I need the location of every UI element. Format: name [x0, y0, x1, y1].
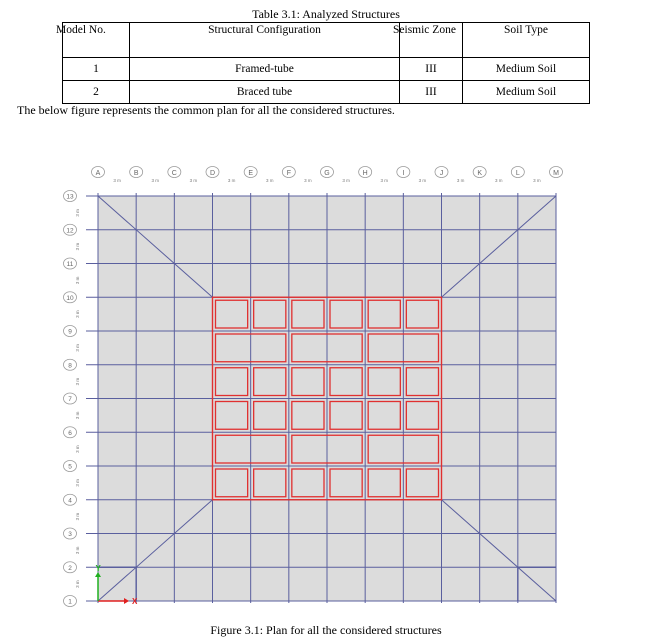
grid-bubble-label: 8	[68, 362, 72, 370]
grid-bubble-label: 9	[68, 328, 72, 336]
bay-spacing-label: 3 m	[494, 178, 503, 183]
bay-spacing-label: 3 m	[456, 178, 465, 183]
cell-seismic-zone: III	[400, 81, 463, 104]
grid-bubble-label: 1	[68, 598, 72, 606]
bay-spacing-label: 3 m	[342, 178, 350, 183]
bay-spacing-label: 3 m	[75, 546, 80, 555]
cell-seismic-zone: III	[400, 58, 463, 81]
grid-bubble-label: I	[402, 170, 405, 177]
bay-spacing-label: 3 m	[151, 178, 160, 183]
bay-spacing-label: 3 m	[75, 411, 80, 420]
grid-bubble-label: 10	[66, 294, 74, 302]
bay-spacing-label: 3 m	[418, 178, 427, 183]
column-grid-bubbles	[92, 167, 563, 178]
grid-bubble-label: 6	[68, 429, 72, 437]
grid-bubble-label: D	[209, 170, 216, 177]
bay-spacing-label: 3 m	[75, 580, 80, 588]
table-caption: Table 3.1: Analyzed Structures	[252, 7, 400, 21]
cell-structural-configuration: Braced tube	[130, 81, 400, 104]
grid-bubble-label: C	[171, 170, 177, 177]
bay-spacing-label: 3 m	[75, 242, 80, 251]
cell-structural-configuration: Framed-tube	[130, 58, 400, 81]
grid-bubble-label: 3	[68, 531, 72, 538]
grid-bubble-label: 13	[66, 193, 74, 201]
cell-model-no: 2	[63, 81, 130, 104]
grid-bubble-label: M	[553, 170, 559, 177]
figure-caption: Figure 3.1: Plan for all the considered structures	[210, 623, 442, 637]
table-header-row	[63, 23, 590, 58]
bay-spacing-label: 3 m	[75, 310, 80, 318]
bay-spacing-label: 3 m	[75, 479, 80, 487]
bay-spacing-label: 3 m	[113, 178, 121, 183]
grid-bubble-label: F	[286, 170, 291, 177]
analyzed-structures-table	[56, 22, 590, 104]
cell-model-no: 1	[63, 58, 130, 81]
grid-bubble-label: 5	[68, 463, 72, 471]
bay-spacing-label: 3 m	[533, 178, 541, 183]
grid-bubble-label: G	[324, 170, 330, 177]
cell-soil-type: Medium Soil	[463, 81, 590, 104]
grid-bubble-label: E	[248, 170, 254, 177]
grid-bubble-label: J	[439, 170, 444, 177]
grid-bubble-label: 4	[68, 497, 72, 505]
header-soil-type: Soil Type	[463, 23, 590, 58]
y-axis-label: Y	[95, 564, 101, 573]
bay-spacing-label: 3 m	[75, 445, 80, 453]
grid-bubble-label: 11	[66, 261, 74, 268]
bay-spacing-label: 3 m	[189, 178, 198, 183]
table-row	[63, 58, 590, 81]
grid-bubble-label: 2	[68, 564, 72, 572]
header-structural-configuration: Structural Configuration	[130, 23, 400, 58]
grid-bubble-label: 7	[68, 396, 72, 403]
intro-paragraph: The below figure represents the common plan for all the considered structures.	[17, 103, 395, 117]
header-model-no: Model No.	[63, 23, 130, 58]
bay-spacing-label: 3 m	[75, 209, 80, 217]
bay-spacing-label: 3 m	[265, 178, 274, 183]
bay-spacing-label: 3 m	[75, 276, 80, 285]
bay-spacing-label: 3 m	[75, 512, 80, 521]
bay-spacing-label: 3 m	[380, 178, 389, 183]
row-grid-bubbles	[64, 191, 77, 607]
bay-spacing-label: 3 m	[75, 377, 80, 386]
grid-bubble-label: A	[95, 170, 101, 177]
cell-soil-type: Medium Soil	[463, 58, 590, 81]
grid-bubble-label: 12	[66, 227, 74, 235]
header-seismic-zone: Seismic Zone	[400, 23, 463, 58]
bay-spacing-label: 3 m	[227, 178, 236, 183]
grid-bubble-label: K	[477, 170, 483, 177]
grid-bubble-label: B	[133, 170, 139, 177]
x-axis-label: X	[132, 597, 138, 606]
bay-spacing-label: 3 m	[304, 178, 312, 183]
bay-spacing-label: 3 m	[75, 344, 80, 352]
grid-bubble-label: L	[515, 170, 520, 177]
structural-plan-figure	[50, 158, 575, 608]
table-row	[63, 81, 590, 104]
grid-bubble-label: H	[362, 170, 368, 177]
